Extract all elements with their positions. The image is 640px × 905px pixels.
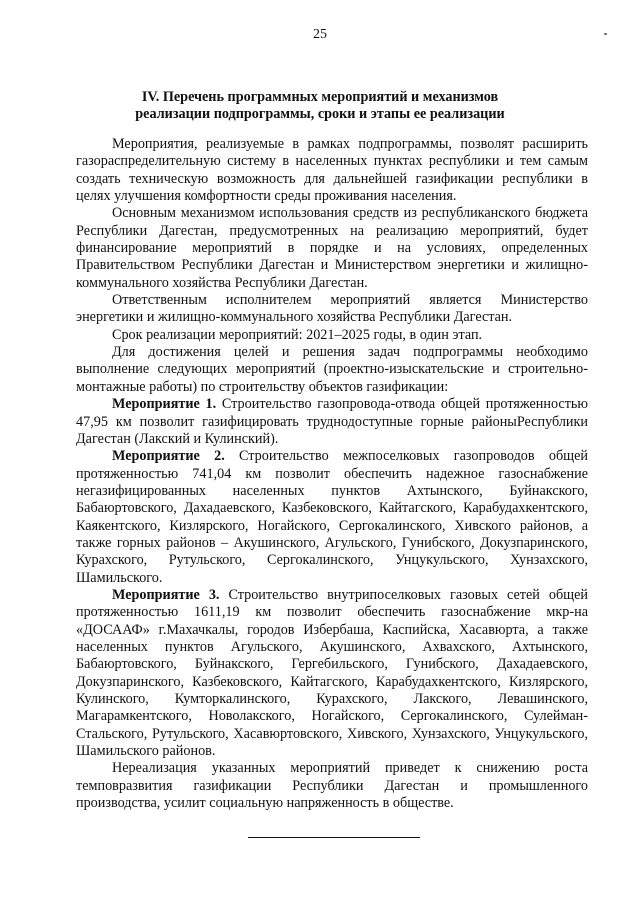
paragraph-text: Мероприятия, реализуемые в рамках подпрограммы, позволят расширить газораспределительную систему в населенных пунктах республики и тем самым создать техническую возможность для дальнейшей газификации республики в целях улучшения комфортности среды проживания населения.	[76, 136, 588, 205]
page-number: 25	[313, 27, 327, 42]
paragraph-mechanism	[76, 205, 588, 292]
paragraph-text: Строительство газопровода-отвода общей протяженностью 47,95 км позволит газифицировать труднодоступные горные районыРеспублики Дагестан (Лакский и Кулинский).	[76, 396, 588, 447]
paragraph-text: Срок реализации мероприятий: 2021–2025 годы, в один этап.	[112, 326, 483, 343]
paragraph-text: Нереализация указанных мероприятий приведет к снижению роста темповразвития газификации Республики Дагестан и промышленного производства, усилит социальную напряженность в обществе.	[76, 760, 588, 812]
paragraph-measure-3	[76, 587, 588, 760]
paragraph-intro	[76, 136, 588, 205]
measure-2-label: Мероприятие 2.	[112, 448, 225, 465]
margin-mark	[604, 33, 607, 35]
paragraph-goals	[76, 344, 588, 396]
paragraph-text: Основным механизмом использования средств из республиканского бюджета Республики Дагестан, предусмотренных на реализацию мероприятий, будет финансирование мероприятий в порядке и на условиях, определенных Правительством Республики Дагестан и Министерством энергетики и жилищно-коммунального хозяйства Республики Дагестан.	[76, 205, 588, 291]
measure-3-label: Мероприятие 3.	[112, 586, 220, 603]
measure-1-label: Мероприятие 1.	[112, 396, 217, 413]
paragraph-text: Строительство внутрипоселковых газовых сетей общей протяженностью 1611,19 км позволит обеспечить газоснабжение мкр-на «ДОСААФ» г.Махачкалы, городов Избербаша, Каспийска, Хасавюрта, а также населенных пунктов Агульского, Акушинского, Ахвахского, Ахтынского, Бабаюртовского, Буйнакского, Гергебильского, Гунибского, Дахадаевского, Докузпаринского, Казбековского, Кайтагского, Карабудахкентского, Кизлярского, Кулинского, Кумторкалинского, Курахского, Лакского, Левашинского, Магарамкентского, Новолакского, Ногайского, Сергокалинского, Сулейман-Стальского, Рутульского, Хасавюртовского, Хивского, Хунзахского, Унцукульского, Шамильского районов.	[76, 586, 588, 760]
section-title	[60, 89, 580, 123]
paragraph-executor	[76, 292, 588, 327]
paragraph-text: Для достижения целей и решения задач подпрограммы необходимо выполнение следующих мероприятий (проектно-изыскательские и строительно-монтажные работы) по строительству объектов газификации:	[76, 344, 588, 395]
section-title-line-2: реализации подпрограммы, сроки и этапы ее реализации	[135, 106, 505, 122]
paragraph-measure-1	[76, 396, 588, 448]
paragraph-consequences	[76, 760, 588, 812]
document-body	[76, 136, 588, 812]
paragraph-text: Строительство межпоселковых газопроводов общей протяженностью 741,04 км позволит обеспечить надежное газоснабжение негазифицированных населенных пунктов Ахтынского, Буйнакского, Бабаюртовского, Дахадаевского, Казбековского, Кайтагского, Карабудахкентского, Каякентского, Кизлярского, Ногайского, Сергокалинского, Хивского районов, а также горных районов – Акушинского, Агульского, Гунибского, Докузпаринского, Курахского, Рутульского, Сергокалинского, Унцукульского, Хунзахского, Шамильского.	[76, 448, 588, 586]
paragraph-text: Ответственным исполнителем мероприятий является Министерство энергетики и жилищно-коммунального хозяйства Республики Дагестан.	[76, 292, 588, 326]
closing-divider	[248, 837, 420, 838]
section-title-line-1: IV. Перечень программных мероприятий и механизмов	[141, 89, 499, 105]
paragraph-measure-2	[76, 448, 588, 587]
paragraph-timeline	[76, 327, 588, 344]
